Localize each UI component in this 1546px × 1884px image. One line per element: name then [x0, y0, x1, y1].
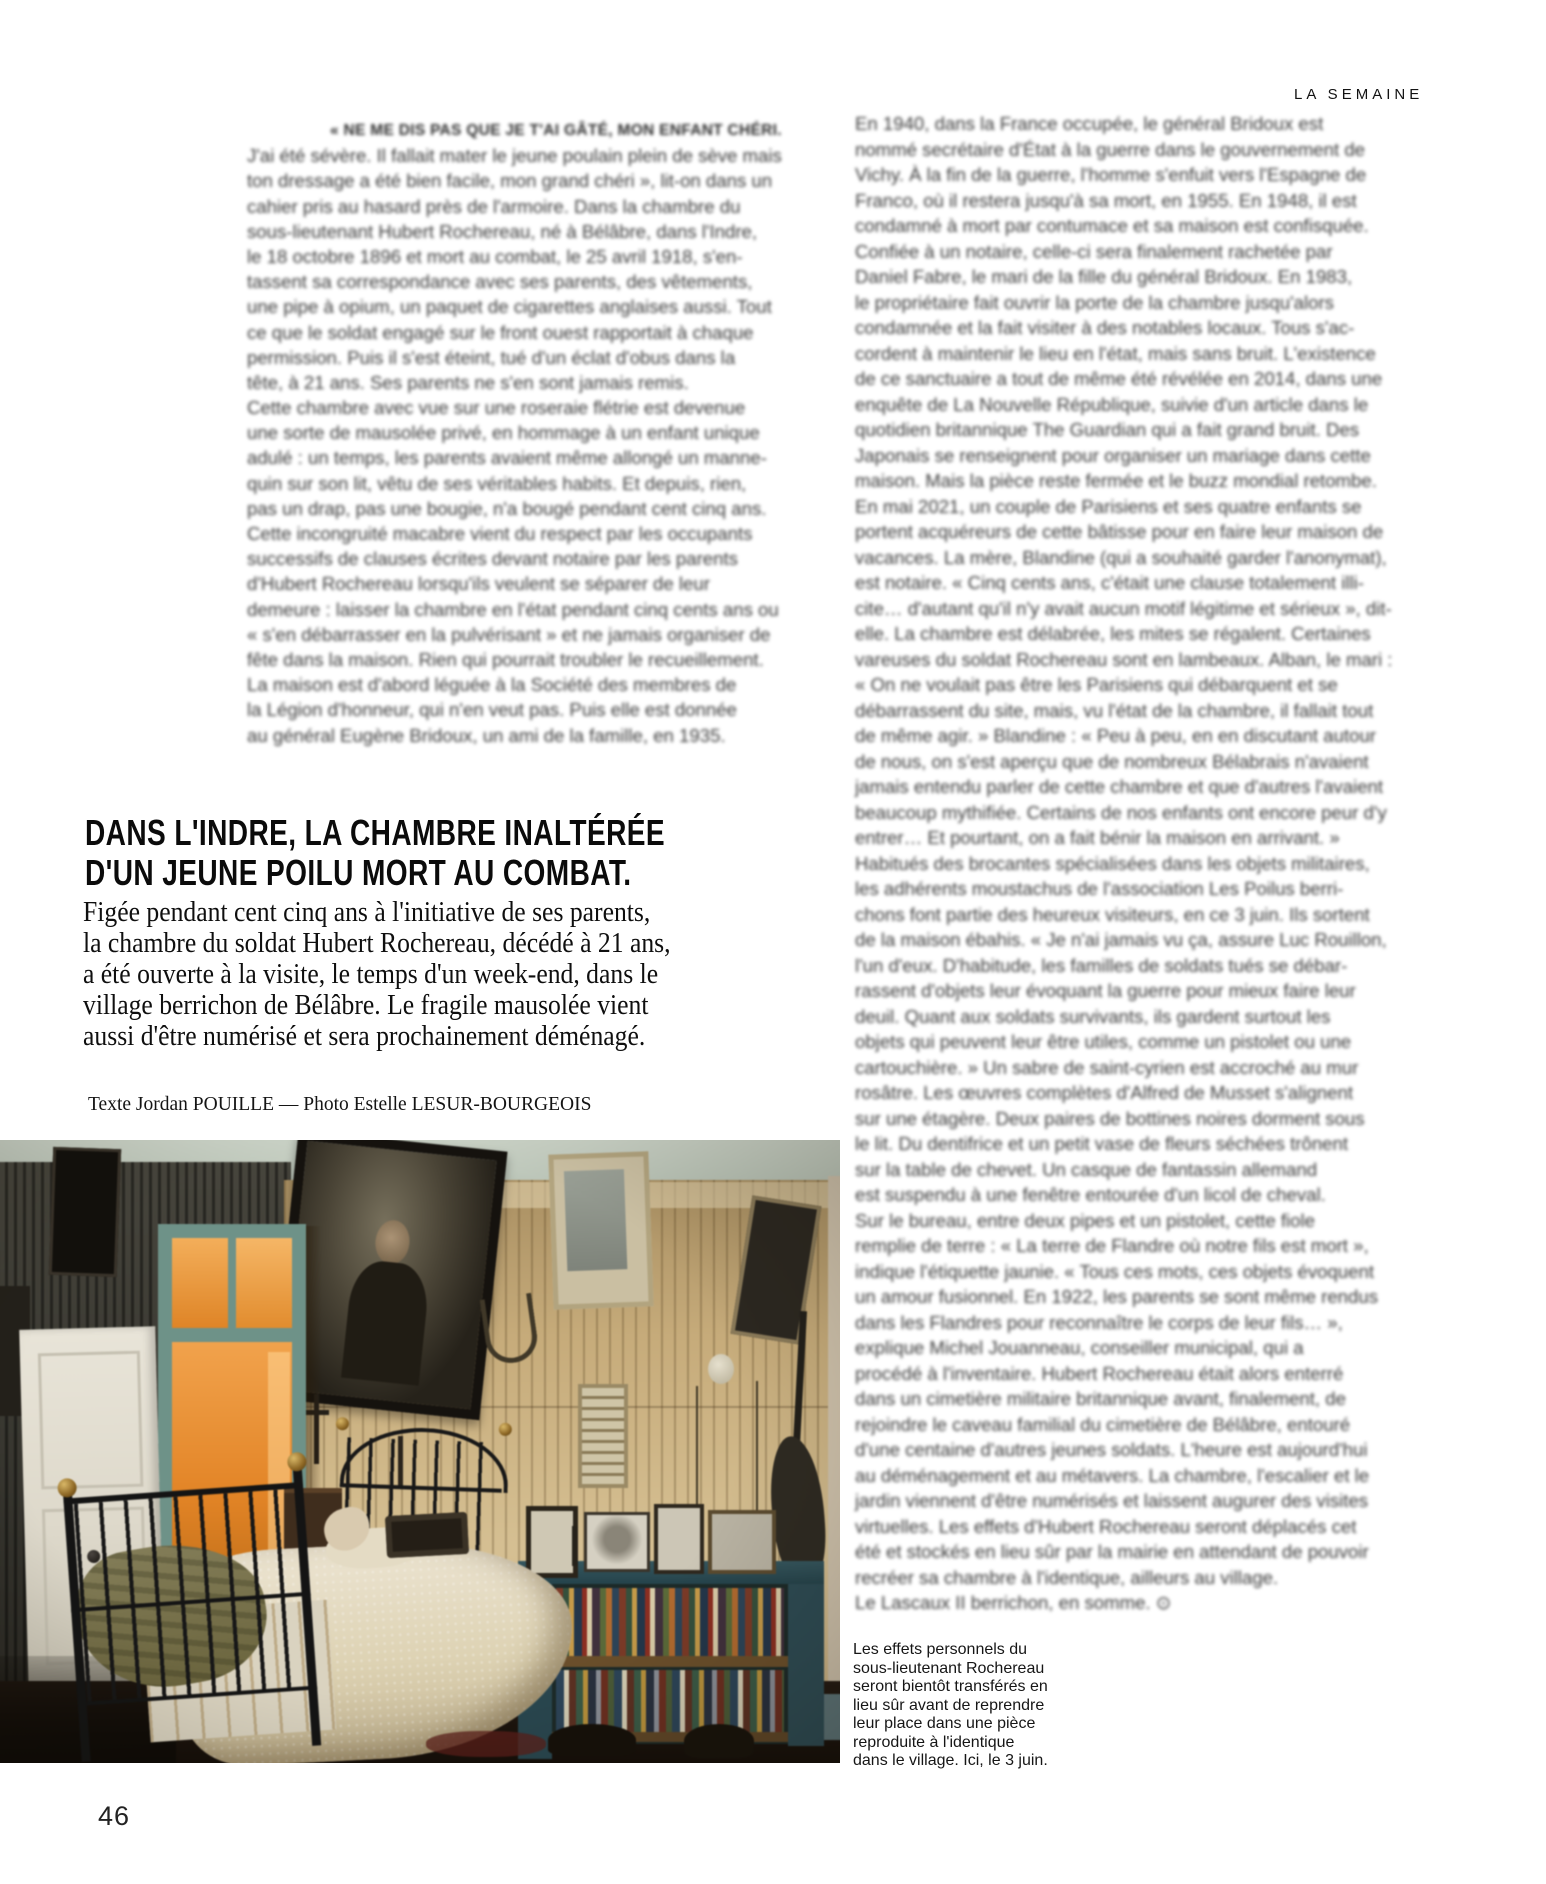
text-line: d'Hubert Rochereau lorsqu'ils veulent se séparer de leur — [247, 573, 710, 595]
text-line: sous-lieutenant Hubert Rochereau, né à Bélâbre, dans l'Indre, — [247, 220, 758, 242]
text-line: un amour fusionnel. En 1922, les parents se sont même rendus — [855, 1286, 1378, 1307]
text-line: Vichy. À la fin de la guerre, l'homme s'enfuit vers l'Espagne de — [855, 164, 1367, 185]
text-line: fête dans la maison. Rien qui pourrait troubler le recueillement. — [247, 648, 764, 670]
text-line: rejoindre le caveau familial du cimetière de Bélâbre, entouré — [855, 1413, 1351, 1435]
text-line: ton dressage a été bien facile, mon grand chéri », lit-on dans un — [247, 170, 773, 192]
text-line: condamné à mort par contumace et sa maison est confisquée. — [855, 215, 1369, 236]
text-line: de la maison ébahis. « Je n'ai jamais vu ça, assure Luc Rouillon, — [855, 929, 1387, 950]
text-line: Le Lascaux II berrichon, en somme. ⊙ — [855, 1592, 1172, 1613]
text-line: leur place dans une pièce — [853, 1715, 1036, 1732]
bedroom-photo — [0, 1140, 840, 1763]
text-line: deuil. Quant aux soldats survivants, ils gardent surtout les — [855, 1005, 1331, 1027]
text-line: village berrichon de Bélâbre. Le fragile mausolée vient — [83, 990, 649, 1021]
text-line: sous-lieutenant Rochereau — [853, 1659, 1045, 1677]
text-line: été et stockés en lieu sûr par la mairie en attendant de pouvoir — [855, 1541, 1369, 1562]
text-line: tête, à 21 ans. Ses parents ne s'en sont jamais remis. — [247, 371, 689, 393]
text-line: maison. Mais la pièce reste fermée et le buzz mondial retombe. — [855, 470, 1377, 491]
text-line: chons font partie des heureux visiteurs, en ce 3 juin. Ils sortent — [855, 903, 1370, 925]
byline: Texte Jordan POUILLE — Photo Estelle LESUR-BOURGEOIS — [88, 1094, 592, 1115]
text-line: jamais entendu parler de cette chambre et que d'autres l'avaient — [855, 776, 1384, 797]
text-line: Cette incongruité macabre vient du respect par les occupants — [247, 523, 753, 544]
text-line: au général Eugène Bridoux, un ami de la famille, en 1935. — [247, 724, 726, 746]
text-line: entrer… Et pourtant, on a fait bénir la maison en arrivant. » — [855, 827, 1340, 848]
text-line: Cette chambre avec vue sur une roseraie flétrie est devenue — [247, 397, 746, 419]
text-line: la chambre du soldat Hubert Rochereau, décédé à 21 ans, — [83, 928, 671, 959]
text-line: elle. La chambre est délabrée, les mites se régalent. Certaines — [855, 623, 1371, 644]
text-line: de même agir. » Blandine : « Peu à peu, en en discutant autour — [855, 725, 1376, 746]
text-line: « On ne voulait pas être les Parisiens qui débarquent et se — [855, 674, 1338, 695]
headline — [85, 813, 829, 893]
text-line: le lit. Du dentifrice et un petit vase de fleurs séchées trônent — [855, 1133, 1349, 1154]
text-line: En 1940, dans la France occupée, le général Bridoux est — [855, 113, 1324, 134]
text-line: cordent à maintenir le lieu en l'état, mais sans bruit. L'existence — [855, 342, 1376, 364]
text-line: J'ai été sévère. Il fallait mater le jeune poulain plein de sève mais — [247, 145, 782, 167]
text-line: cahier pris au hasard près de l'armoire. Dans la chambre du — [247, 195, 741, 217]
text-line: vareuses du soldat Rochereau sont en lambeaux. Alban, le mari : — [855, 648, 1393, 670]
text-line: Daniel Fabre, le mari de la fille du général Bridoux. En 1983, — [855, 266, 1353, 287]
text-line: le 18 octobre 1896 et mort au combat, le 25 avril 1918, s'en- — [247, 245, 743, 267]
text-line: dans le village. Ici, le 3 juin. — [853, 1752, 1048, 1769]
column-right-lines — [855, 111, 1431, 1616]
text-line: explique Michel Jouanneau, conseiller municipal, qui a — [855, 1337, 1304, 1358]
text-line: de nous, on s'est aperçu que de nombreux Bélabrais n'avaient — [855, 750, 1369, 772]
text-line: demeure : laisser la chambre en l'état pendant cinq cents ans ou — [247, 598, 779, 620]
text-line: une sorte de mausolée privé, en hommage à un enfant unique — [247, 422, 760, 444]
column-left-lines — [247, 143, 823, 748]
text-line: Sur le bureau, entre deux pipes et un pistolet, cette fiole — [855, 1209, 1315, 1231]
text-line: permission. Puis il s'est éteint, tué d'un éclat d'obus dans la — [247, 346, 736, 368]
text-line: débarrassent du site, mais, vu l'état de la chambre, il fallait tout — [855, 699, 1374, 721]
text-line: rassent d'objets leur évoquant la guerre pour mieux faire leur — [855, 980, 1356, 1001]
text-line: Japonais se renseignent pour organiser un mariage dans cette — [855, 444, 1371, 466]
text-line: jardin viennent d'être numérisés et laissent augurer des visites — [855, 1490, 1369, 1511]
kicker-line: « NE ME DIS PAS QUE JE T'AI GÂTÉ, MON ENFANT CHÉRI. — [330, 122, 782, 139]
text-line: lieu sûr avant de reprendre — [853, 1696, 1045, 1714]
text-line: de ce sanctuaire a tout de même été révélée en 2014, dans une — [855, 368, 1383, 389]
text-line: au déménagement et au métavers. La chambre, l'escalier et le — [855, 1464, 1370, 1486]
text-line: quin sur son lit, vêtu de ses véritables habits. Et depuis, rien, — [247, 472, 747, 494]
text-line: a été ouverte à la visite, le temps d'un week-end, dans le — [83, 959, 659, 990]
text-line: tassent sa correspondance avec ses parents, des vêtements, — [247, 271, 753, 293]
text-line: reproduite à l'identique — [853, 1733, 1015, 1751]
text-line: Habitués des brocantes spécialisées dans les objets militaires, — [855, 852, 1370, 874]
text-line: Franco, où il restera jusqu'à sa mort, en 1955. En 1948, il est — [855, 189, 1357, 211]
text-line: dans un cimetière militaire britannique avant, finalement, de — [855, 1388, 1346, 1409]
text-line: indique l'étiquette jaunie. « Tous ces mots, ces objets évoquent — [855, 1260, 1374, 1282]
text-line: ce que le soldat engagé sur le front ouest rapportait à chaque — [247, 321, 754, 343]
text-line: sur la table de chevet. Un casque de fantassin allemand — [855, 1158, 1318, 1180]
text-line: recréer sa chambre à l'identique, ailleurs au village. — [855, 1566, 1279, 1588]
deck — [83, 897, 736, 1052]
text-line: cite… d'autant qu'il n'y avait aucun motif légitime et sérieux », dit- — [855, 597, 1392, 619]
text-line: quotidien britannique The Guardian qui a fait grand bruit. Des — [855, 419, 1360, 440]
text-line: cartouchière. » Un sabre de saint-cyrien est accroché au mur — [855, 1056, 1359, 1078]
text-line: aussi d'être numérisé et sera prochainement déménagé. — [83, 1021, 646, 1052]
body-column-left — [247, 118, 823, 748]
text-line: remplie de terre : « La terre de Flandre où notre fils est mort », — [855, 1235, 1369, 1256]
text-line: est suspendu à une fenêtre entourée d'un licol de cheval. — [855, 1184, 1326, 1205]
text-line: Confiée à un notaire, celle-ci sera finalement rachetée par — [855, 240, 1333, 262]
text-line: adulé : un temps, les parents avaient même allongé un manne- — [247, 447, 767, 469]
text-line: portent acquéreurs de cette bâtisse pour en faire leur maison de — [855, 521, 1384, 542]
text-line: virtuelles. Les effets d'Hubert Rochereau seront déplacés cet — [855, 1515, 1357, 1537]
headline-line-1: DANS L'INDRE, LA CHAMBRE INALTÉRÉE — [85, 812, 665, 853]
photo-caption — [853, 1641, 1048, 1771]
photo-canvas — [0, 1140, 840, 1763]
body-column-right — [855, 111, 1431, 1616]
text-line: dans les Flandres pour reconnaître le corps de leur fils… », — [855, 1311, 1343, 1333]
text-line: successifs de clauses écrites devant notaire par les parents — [247, 548, 738, 570]
text-line: rosâtre. Les œuvres complètes d'Alfred de Musset s'alignent — [855, 1082, 1353, 1103]
text-line: la Légion d'honneur, qui n'en veut pas. Puis elle est donnée — [247, 699, 737, 721]
headline-line-2: D'UN JEUNE POILU MORT AU COMBAT. — [85, 852, 632, 893]
text-line: enquête de La Nouvelle République, suivie d'un article dans le — [855, 393, 1369, 415]
text-line: objets qui peuvent leur être utiles, comme un pistolet ou une — [855, 1031, 1352, 1052]
text-line: une pipe à opium, un paquet de cigarettes anglaises aussi. Tout — [247, 296, 772, 318]
text-line: Les effets personnels du — [853, 1641, 1028, 1658]
text-line: nommé secrétaire d'État à la guerre dans le gouvernement de — [855, 138, 1366, 160]
text-line: d'une centaine d'autres jeunes soldats. L'heure est aujourd'hui — [855, 1439, 1368, 1460]
text-line: vacances. La mère, Blandine (qui a souhaité garder l'anonymat), — [855, 546, 1387, 568]
text-line: beaucoup mythifiée. Certains de nos enfants ont encore peur d'y — [855, 801, 1387, 823]
text-line: condamnée et la fait visiter à des notables locaux. Tous s'ac- — [855, 317, 1355, 338]
text-line: les adhérents moustachus de l'association Les Poilus berri- — [855, 878, 1344, 899]
text-line: seront bientôt transférés en — [853, 1678, 1048, 1695]
text-line: Figée pendant cent cinq ans à l'initiative de ses parents, — [83, 897, 651, 928]
text-line: La maison est d'abord léguée à la Société des membres de — [247, 674, 737, 696]
text-line: sur une étagère. Deux paires de bottines noires dorment sous — [855, 1107, 1365, 1129]
text-line: est notaire. « Cinq cents ans, c'était une clause totalement illi- — [855, 572, 1364, 593]
text-line: « s'en débarrasser en la pulvérisant » et ne jamais organiser de — [247, 623, 771, 645]
page-number: 46 — [98, 1801, 131, 1831]
section-header: LA SEMAINE — [1294, 86, 1424, 103]
text-line: le propriétaire fait ouvrir la porte de la chambre jusqu'alors — [855, 291, 1334, 313]
text-line: En mai 2021, un couple de Parisiens et ses quatre enfants se — [855, 495, 1362, 517]
text-line: l'un d'eux. D'habitude, les familles de soldats tués se débar- — [855, 954, 1348, 976]
text-line: procédé à l'inventaire. Hubert Rochereau était alors enterré — [855, 1362, 1344, 1384]
text-line: pas un drap, pas une bougie, n'a bougé pendant cent cinq ans. — [247, 497, 767, 519]
photo-vignette — [0, 1140, 840, 1763]
